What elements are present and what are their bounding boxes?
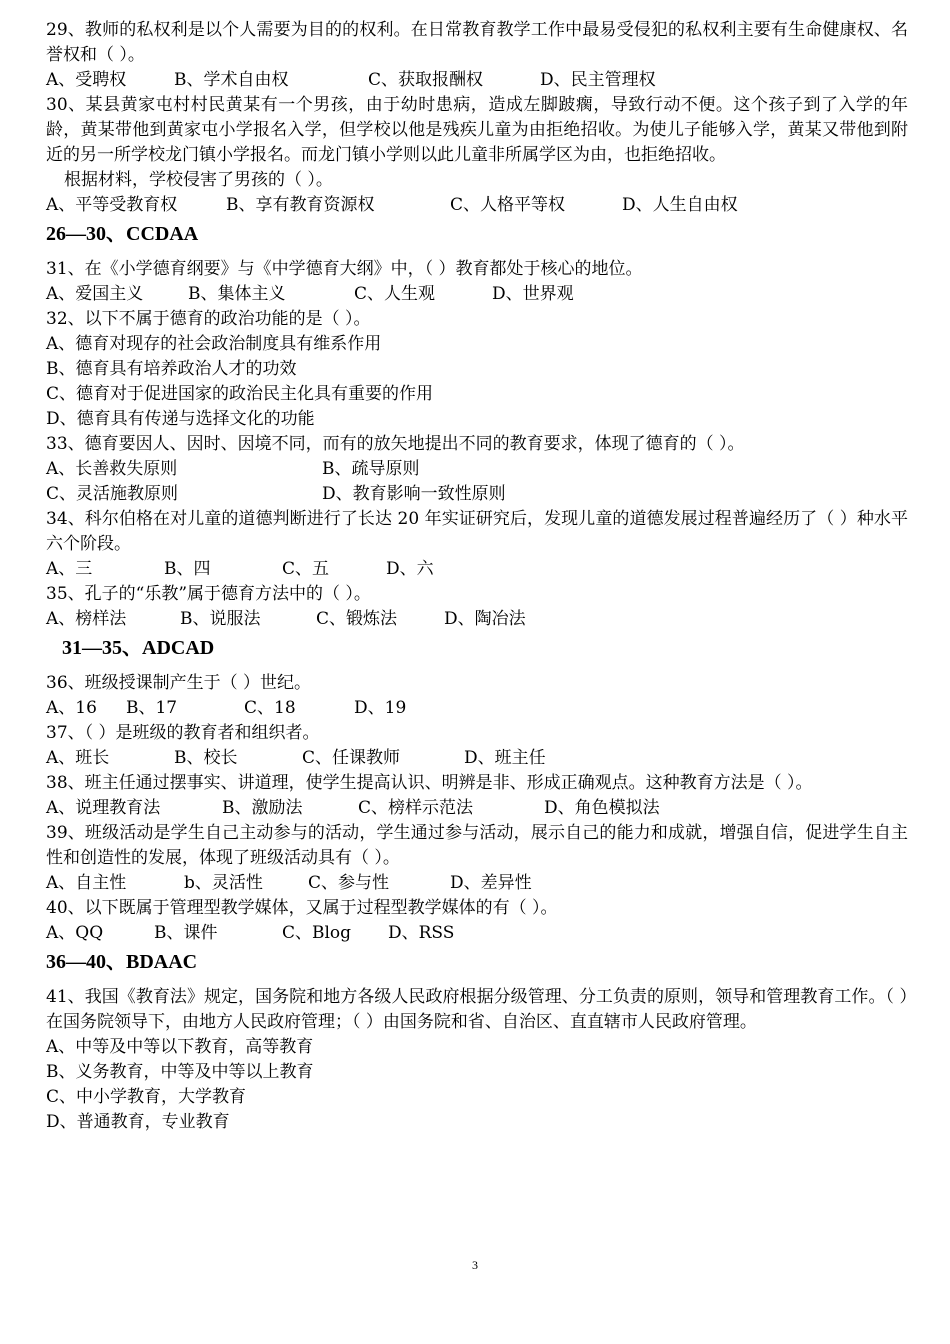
options-row (46, 68, 908, 93)
option-b: B、课件 (154, 923, 218, 943)
option-d: D、差异性 (450, 873, 532, 893)
question-stem: 38、班主任通过摆事实、讲道理，使学生提高认识、明辨是非、形成正确观点。这种教育方法是（ ）。 (46, 773, 813, 793)
option-a: A、班长 (46, 748, 110, 768)
option-c: C、五 (282, 559, 330, 579)
question-stem: 31、在《小学德育纲要》与《中学德育大纲》中，（ ）教育都处于核心的地位。 (46, 259, 643, 279)
option-a: A、说理教育法 (46, 798, 161, 818)
option-b: B、四 (164, 559, 211, 579)
option-c: C、任课教师 (302, 748, 401, 768)
question-30 (46, 93, 908, 218)
question-33 (46, 432, 908, 507)
option-a: A、16 (46, 698, 97, 718)
option-c: C、锻炼法 (316, 609, 398, 629)
option-b: B、激励法 (222, 798, 303, 818)
option-d: D、六 (386, 559, 434, 579)
option-b: B、说服法 (180, 609, 261, 629)
option-c: C、18 (244, 698, 296, 718)
options-row (46, 482, 908, 507)
option-a: A、三 (46, 559, 93, 579)
option-a: A、德育对现存的社会政治制度具有维系作用 (46, 334, 382, 354)
answer-key-36-40: 36—40、BDAAC (46, 951, 198, 973)
option-d: D、角色模拟法 (544, 798, 660, 818)
question-stem: 41、我国《教育法》规定，国务院和地方各级人民政府根据分级管理、分工负责的原则，领导和管理教育工作。（ ）在国务院领导下，由地方人民政府管理；（ ）由国务院和省、自治区、直直辖市人民政府管理。 (46, 987, 908, 1032)
option-b: B、德育具有培养政治人才的功效 (46, 359, 297, 379)
option-a: A、自主性 (46, 873, 127, 893)
option-c: C、获取报酬权 (368, 70, 484, 90)
question-31 (46, 257, 908, 307)
options-row (46, 696, 908, 721)
option-a: A、平等受教育权 (46, 195, 178, 215)
answer-key-31-35: 31—35、ADCAD (62, 637, 215, 659)
question-29 (46, 18, 908, 93)
question-stem: 35、孔子的“乐教”属于德育方法中的（ ）。 (46, 584, 371, 604)
option-a: A、长善救失原则 (46, 459, 178, 479)
question-stem: 40、以下既属于管理型教学媒体，又属于过程型教学媒体的有（ ）。 (46, 898, 558, 918)
option-a: A、受聘权 (46, 70, 127, 90)
question-stem: 32、以下不属于德育的政治功能的是（ ）。 (46, 309, 371, 329)
question-stem: 30、某县黄家屯村村民黄某有一个男孩，由于幼时患病，造成左脚跛瘸，导致行动不便。这个孩子到了入学的年龄，黄某带他到黄家屯小学报名入学，但学校以他是残疾儿童为由拒绝招收。为使儿子能够入学，黄某又带他到附近的另一所学校龙门镇小学报名。而龙门镇小学则以此儿童非所属学区为由，也拒绝招收。 (46, 95, 908, 165)
option-c: C、德育对于促进国家的政治民主化具有重要的作用 (46, 384, 434, 404)
option-d: D、普通教育，专业教育 (46, 1112, 230, 1132)
option-b: B、17 (126, 698, 178, 718)
option-d: D、19 (354, 698, 407, 718)
options-row (46, 796, 908, 821)
option-d: D、班主任 (464, 748, 546, 768)
option-a: A、QQ (46, 923, 104, 943)
option-d: D、德育具有传递与选择文化的功能 (46, 409, 315, 429)
options-row (46, 282, 908, 307)
question-40 (46, 896, 908, 946)
option-b: B、享有教育资源权 (226, 195, 375, 215)
options-row (46, 557, 908, 582)
option-b: B、疏导原则 (322, 459, 420, 479)
question-35 (46, 582, 908, 632)
options-row (46, 457, 908, 482)
option-d: D、教育影响一致性原则 (322, 484, 506, 504)
options-row (46, 607, 908, 632)
question-41 (46, 985, 908, 1135)
option-b: b、灵活性 (184, 873, 263, 893)
question-37 (46, 721, 908, 771)
question-36 (46, 671, 908, 721)
option-d: D、人生自由权 (622, 195, 738, 215)
question-stem: 37、（ ）是班级的教育者和组织者。 (46, 723, 320, 743)
answer-key-26-30: 26—30、CCDAA (46, 223, 199, 245)
option-d: D、世界观 (492, 284, 574, 304)
option-a: A、榜样法 (46, 609, 127, 629)
question-34 (46, 507, 908, 582)
option-b: B、义务教育，中等及中等以上教育 (46, 1062, 314, 1082)
option-d: D、民主管理权 (540, 70, 656, 90)
option-a: A、中等及中等以下教育，高等教育 (46, 1037, 314, 1057)
page-content (46, 18, 908, 1135)
option-a: A、爱国主义 (46, 284, 144, 304)
option-c: C、灵活施教原则 (46, 484, 179, 504)
options-row (46, 871, 908, 896)
option-c: C、参与性 (308, 873, 390, 893)
options-row (46, 193, 908, 218)
question-39 (46, 821, 908, 896)
page-number: 3 (472, 1258, 478, 1272)
option-c: C、人格平等权 (450, 195, 566, 215)
option-d: D、陶冶法 (444, 609, 526, 629)
question-subprompt: 根据材料，学校侵害了男孩的（ ）。 (64, 170, 333, 190)
question-stem: 34、科尔伯格在对儿童的道德判断进行了长达 20 年实证研究后，发现儿童的道德发展过程普遍经历了（ ）种水平六个阶段。 (46, 509, 908, 554)
option-c: C、中小学教育，大学教育 (46, 1087, 247, 1107)
question-stem: 33、德育要因人、因时、因境不同，而有的放矢地提出不同的教育要求，体现了德育的（ ）。 (46, 434, 745, 454)
options-row (46, 921, 908, 946)
question-stem: 36、班级授课制产生于（ ）世纪。 (46, 673, 312, 693)
option-c: C、人生观 (354, 284, 436, 304)
question-stem: 29、教师的私权利是以个人需要为目的的权利。在日常教育教学工作中最易受侵犯的私权利主要有生命健康权、名誉权和（ ）。 (46, 20, 908, 65)
question-stem: 39、班级活动是学生自己主动参与的活动，学生通过参与活动，展示自己的能力和成就，增强自信，促进学生自主性和创造性的发展，体现了班级活动具有（ ）。 (46, 823, 908, 868)
question-38 (46, 771, 908, 821)
option-b: B、集体主义 (188, 284, 286, 304)
option-c: C、榜样示范法 (358, 798, 474, 818)
option-d: D、RSS (388, 923, 455, 943)
option-c: C、Blog (282, 923, 352, 943)
options-row (46, 746, 908, 771)
option-b: B、校长 (174, 748, 238, 768)
option-b: B、学术自由权 (174, 70, 289, 90)
question-32 (46, 307, 908, 432)
